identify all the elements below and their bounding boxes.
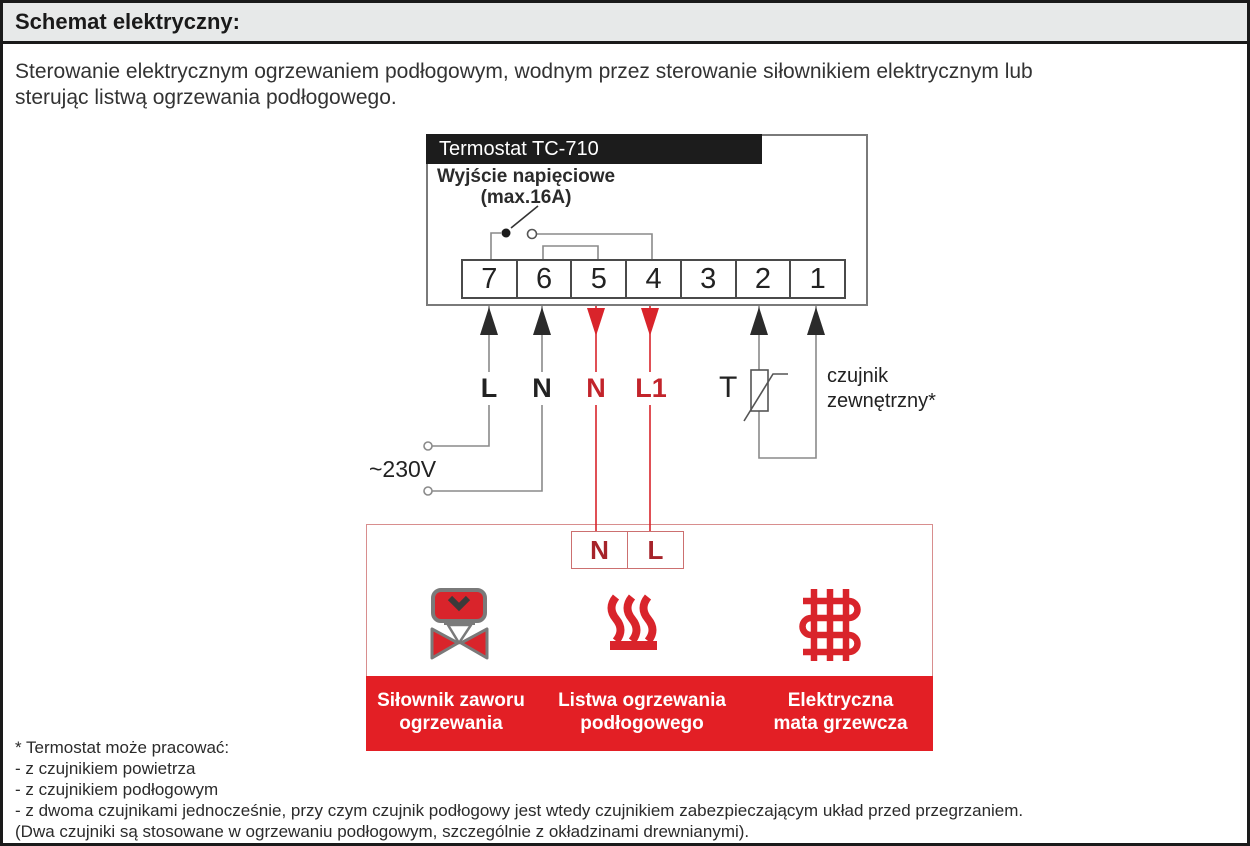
terminal-strip	[461, 259, 846, 299]
external-sensor-line-2: zewnętrzny*	[827, 390, 936, 412]
wire-switch-to-terminal-4	[537, 234, 652, 261]
footnotes	[15, 737, 1235, 842]
wire-label-n-red: N	[581, 372, 611, 405]
external-sensor-line-1: czujnik	[827, 365, 889, 387]
external-sensor-label	[827, 364, 936, 414]
load-terminal-n: N	[590, 534, 609, 565]
terminal-2: 2	[735, 261, 790, 297]
footnote-line-2: - z czujnikiem powietrza	[15, 759, 196, 778]
valve-actuator-icon	[432, 590, 487, 658]
wire-label-n: N	[527, 372, 557, 405]
switch-contact-open-circle	[528, 230, 537, 239]
load-label-strip-line2: podłogowego	[580, 713, 704, 734]
supply-voltage-label: ~230V	[369, 456, 437, 482]
footnote-line-4: - z dwoma czujnikami jednocześnie, przy czym czujnik podłogowy jest wtedy czujnikiem zabezpieczającym układ przed przegrzaniem.	[15, 801, 1024, 820]
load-label-mat-line2: mata grzewcza	[773, 713, 908, 734]
thermostat-name: Termostat TC-710	[439, 138, 599, 160]
wire-switch-to-terminal-7	[491, 233, 501, 261]
footnote-line-1: * Termostat może pracować:	[15, 738, 230, 757]
load-terminal-box	[571, 531, 684, 569]
load-terminal-l: L	[627, 532, 683, 568]
footnote-line-3: - z czujnikiem podłogowym	[15, 780, 219, 799]
load-label-valve-line1: Siłownik zaworu	[377, 690, 525, 711]
wire-label-l1-red: L1	[630, 372, 672, 405]
floor-heating-strip-icon	[610, 597, 657, 650]
arrow-up-terminal-7	[480, 307, 498, 335]
terminal-7: 7	[481, 262, 498, 295]
load-label-strip-line1: Listwa ogrzewania	[558, 690, 726, 711]
arrow-down-terminal-4	[641, 308, 659, 336]
arrow-up-terminal-2	[750, 307, 768, 335]
supply-terminal-l-circle	[424, 442, 432, 450]
terminal-4: 4	[625, 261, 680, 297]
load-label-mat-line1: Elektryczna	[787, 690, 894, 711]
footnote-line-5: (Dwa czujniki są stosowane w ogrzewaniu podłogowym, szczególnie z okładzinami drewnianymi).	[15, 822, 750, 841]
sensor-t-label: T	[719, 371, 738, 404]
terminal-3: 3	[680, 261, 735, 297]
arrow-down-terminal-5	[587, 308, 605, 336]
description-line-2: sterując listwą ogrzewania podłogowego.	[15, 86, 397, 109]
switch-contact-closed-dot	[502, 229, 511, 238]
arrow-up-terminal-6	[533, 307, 551, 335]
load-label-valve-line2: ogrzewania	[399, 713, 503, 734]
wiring-diagram	[3, 3, 1250, 846]
switch-pointer-line	[511, 206, 538, 228]
description-line-1: Sterowanie elektrycznym ogrzewaniem podłogowym, wodnym przez sterowanie siłownikiem elektrycznym lub	[15, 60, 1033, 83]
voltage-output-line-2: (max.16A)	[480, 187, 572, 208]
electric-heating-mat-icon	[803, 589, 858, 661]
terminal-6: 6	[516, 261, 571, 297]
wire-label-l: L	[476, 372, 503, 405]
terminal-1: 1	[789, 261, 844, 297]
page-title: Schemat elektryczny:	[15, 9, 240, 34]
voltage-output-line-1: Wyjście napięciowe	[436, 166, 616, 187]
supply-terminal-n-circle	[424, 487, 432, 495]
terminal-5: 5	[570, 261, 625, 297]
arrow-up-terminal-1	[807, 307, 825, 335]
